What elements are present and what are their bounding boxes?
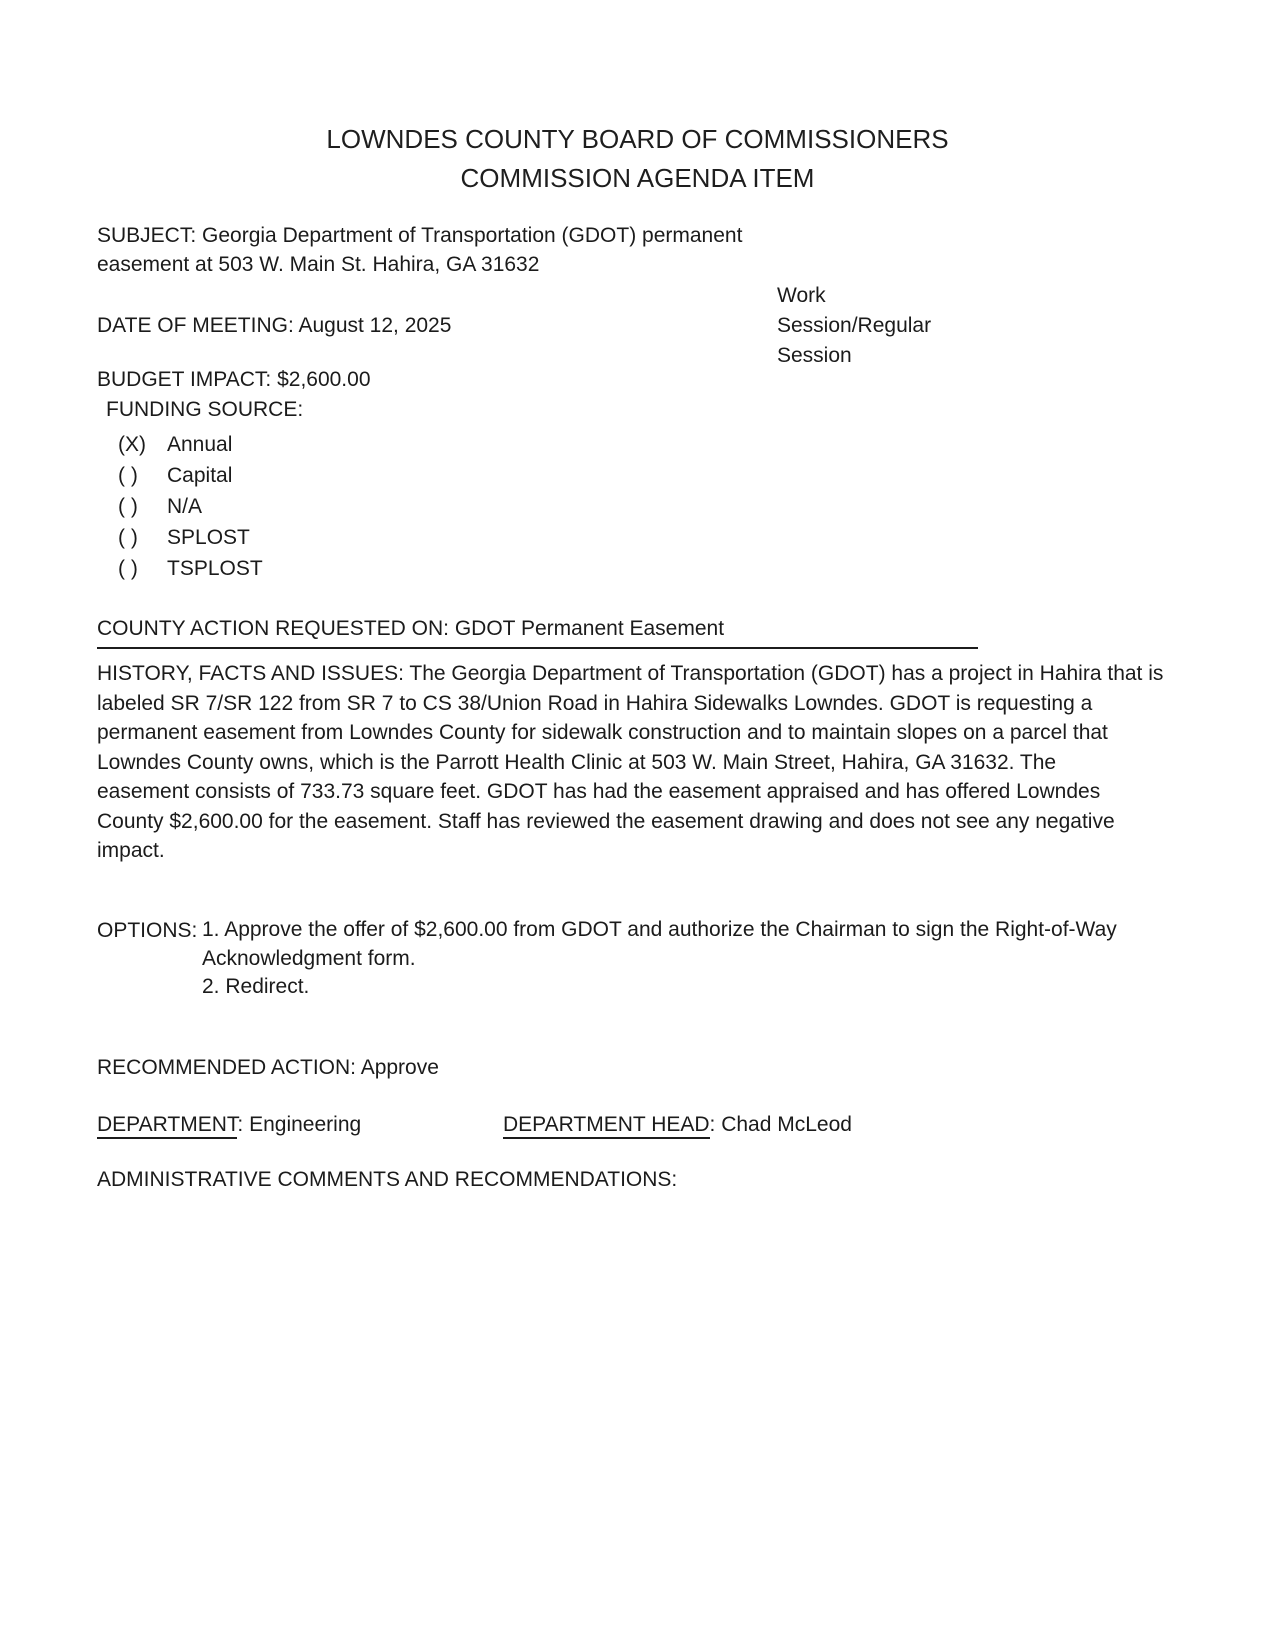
checkbox-mark: ( ) [118,495,138,518]
history-line: labeled SR 7/SR 122 from SR 7 to CS 38/Union Road in Hahira Sidewalks Lowndes. GDOT is requesting a [97,691,1093,715]
subject-line: SUBJECT: Georgia Department of Transportation (GDOT) permanent [97,224,743,247]
department-value: : Engineering [237,1113,362,1136]
department-head-field [503,1110,852,1139]
options-list [202,916,1117,1002]
option-line: 2. Redirect. [202,975,310,998]
checkbox-mark: ( ) [118,557,138,580]
date-of-meeting: DATE OF MEETING: August 12, 2025 [97,314,452,337]
session-type-block [777,281,931,371]
funding-option-label: N/A [167,495,203,518]
funding-option-label: Capital [167,464,233,487]
funding-option-na [118,492,202,521]
funding-option-tsplost [118,554,263,583]
funding-option-splost [118,523,250,552]
document-title-line1: LOWNDES COUNTY BOARD OF COMMISSIONERS [326,124,949,154]
county-action-heading [97,614,978,649]
funding-option-capital [118,461,232,490]
funding-option-label: Annual [167,433,233,456]
checkbox-mark: (X) [118,433,146,456]
document-title-line2: COMMISSION AGENDA ITEM [460,163,815,193]
history-section [97,659,1163,866]
admin-comments-heading: ADMINISTRATIVE COMMENTS AND RECOMMENDATIONS: [97,1168,678,1191]
recommended-action: RECOMMENDED ACTION: Approve [97,1056,439,1079]
history-line: impact. [97,839,165,862]
history-line: permanent easement from Lowndes County for sidewalk construction and to maintain slopes on a parcel that [97,721,1108,744]
history-line: County $2,600.00 for the easement. Staff has reviewed the easement drawing and does not see any negative [97,809,1115,833]
history-line: easement consists of 733.73 square feet. GDOT has had the easement appraised and has offered Lowndes [97,780,1101,803]
checkbox-mark: ( ) [118,526,138,549]
funding-option-label: TSPLOST [167,557,263,580]
session-type-line: Session [777,344,852,367]
history-line: Lowndes County owns, which is the Parrott Health Clinic at 503 W. Main Street, Hahira, GA 31632. The [97,750,1057,774]
option-line: 1. Approve the offer of $2,600.00 from GDOT and authorize the Chairman to sign the Right-of-Way [202,918,1117,941]
history-line: HISTORY, FACTS AND ISSUES: The Georgia Department of Transportation (GDOT) has a project in Hahira that is [97,662,1164,685]
option-line: Acknowledgment form. [202,946,416,970]
budget-impact: BUDGET IMPACT: $2,600.00 [97,368,371,391]
department-head-label: DEPARTMENT HEAD [503,1113,710,1139]
session-type-line: Work [777,284,826,307]
subject-block [97,221,742,279]
funding-option-label: SPLOST [167,526,250,549]
subject-line: easement at 503 W. Main St. Hahira, GA 31632 [97,253,540,276]
department-head-value: : Chad McLeod [709,1113,852,1136]
department-field [97,1110,361,1139]
county-action-text: COUNTY ACTION REQUESTED ON: GDOT Permanent Easement [97,617,725,640]
options-label: OPTIONS: [97,919,198,942]
checkbox-mark: ( ) [118,464,138,487]
department-label: DEPARTMENT [97,1113,237,1139]
funding-option-annual [118,430,232,459]
document-title [0,120,1275,198]
session-type-line: Session/Regular [777,314,932,337]
funding-source-label: FUNDING SOURCE: [106,398,304,421]
